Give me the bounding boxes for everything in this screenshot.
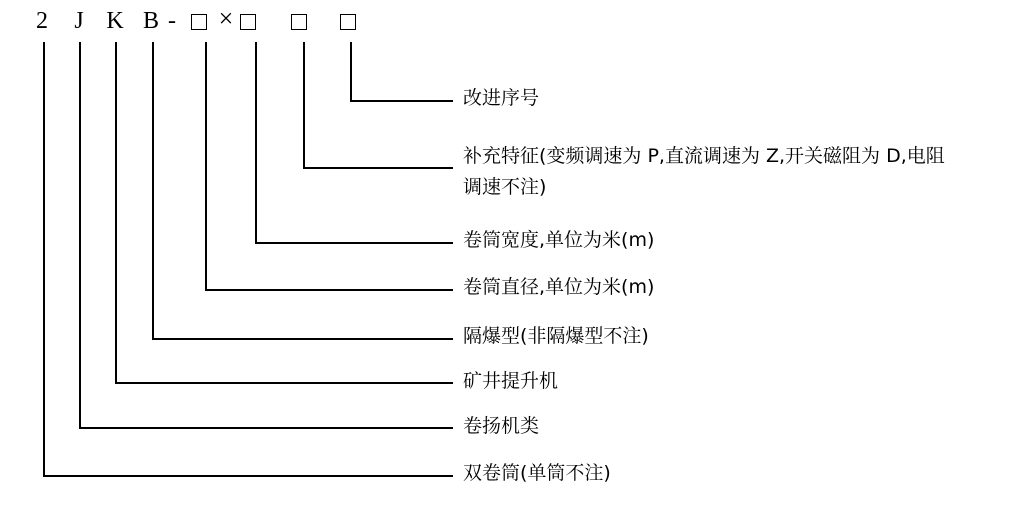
connector-hline-mine-hoist — [115, 382, 453, 384]
connector-hline-improvement-serial — [350, 100, 453, 102]
code-char-k: K — [106, 8, 124, 34]
connector-hline-winch-class — [79, 427, 453, 429]
code-char-j: J — [74, 8, 84, 34]
connector-hline-drum-width — [255, 242, 453, 244]
connector-vline-improvement-serial — [350, 42, 352, 102]
label-improvement-serial-number: 改进序号 — [463, 87, 540, 109]
label-drum-diameter: 卷筒直径,单位为米(m) — [463, 276, 655, 298]
label-supplementary-feature-line1: 补充特征(变频调速为 P,直流调速为 Z,开关磁阻为 D,电阻 — [463, 145, 945, 167]
label-mine-hoist: 矿井提升机 — [463, 370, 559, 392]
connector-hline-supplementary-feature — [303, 167, 453, 169]
multiplication-sign: × — [218, 4, 234, 33]
connector-vline-explosion-proof — [152, 42, 154, 340]
placeholder-box-3 — [291, 14, 307, 30]
code-dash: - — [168, 8, 176, 34]
connector-vline-drum-width — [255, 42, 257, 244]
connector-vline-supplementary-feature — [303, 42, 305, 169]
connector-vline-drum-diameter — [205, 42, 207, 291]
placeholder-box-1 — [191, 14, 207, 30]
code-char-2: 2 — [36, 8, 48, 34]
connector-vline-winch-class — [79, 42, 81, 429]
label-drum-width: 卷筒宽度,单位为米(m) — [463, 229, 655, 251]
label-explosion-proof: 隔爆型(非隔爆型不注) — [463, 325, 649, 347]
label-winch-class: 卷扬机类 — [463, 415, 540, 437]
connector-hline-double-drum — [43, 475, 453, 477]
connector-hline-explosion-proof — [152, 338, 453, 340]
connector-vline-double-drum — [43, 42, 45, 477]
code-char-b: B — [142, 8, 160, 34]
label-supplementary-feature-line2: 调速不注) — [463, 176, 547, 198]
connector-hline-drum-diameter — [205, 289, 453, 291]
placeholder-box-2 — [240, 14, 256, 30]
connector-vline-mine-hoist — [115, 42, 117, 384]
placeholder-box-4 — [340, 14, 356, 30]
label-double-drum: 双卷筒(单筒不注) — [463, 462, 611, 484]
label-supplementary-feature — [463, 141, 945, 203]
